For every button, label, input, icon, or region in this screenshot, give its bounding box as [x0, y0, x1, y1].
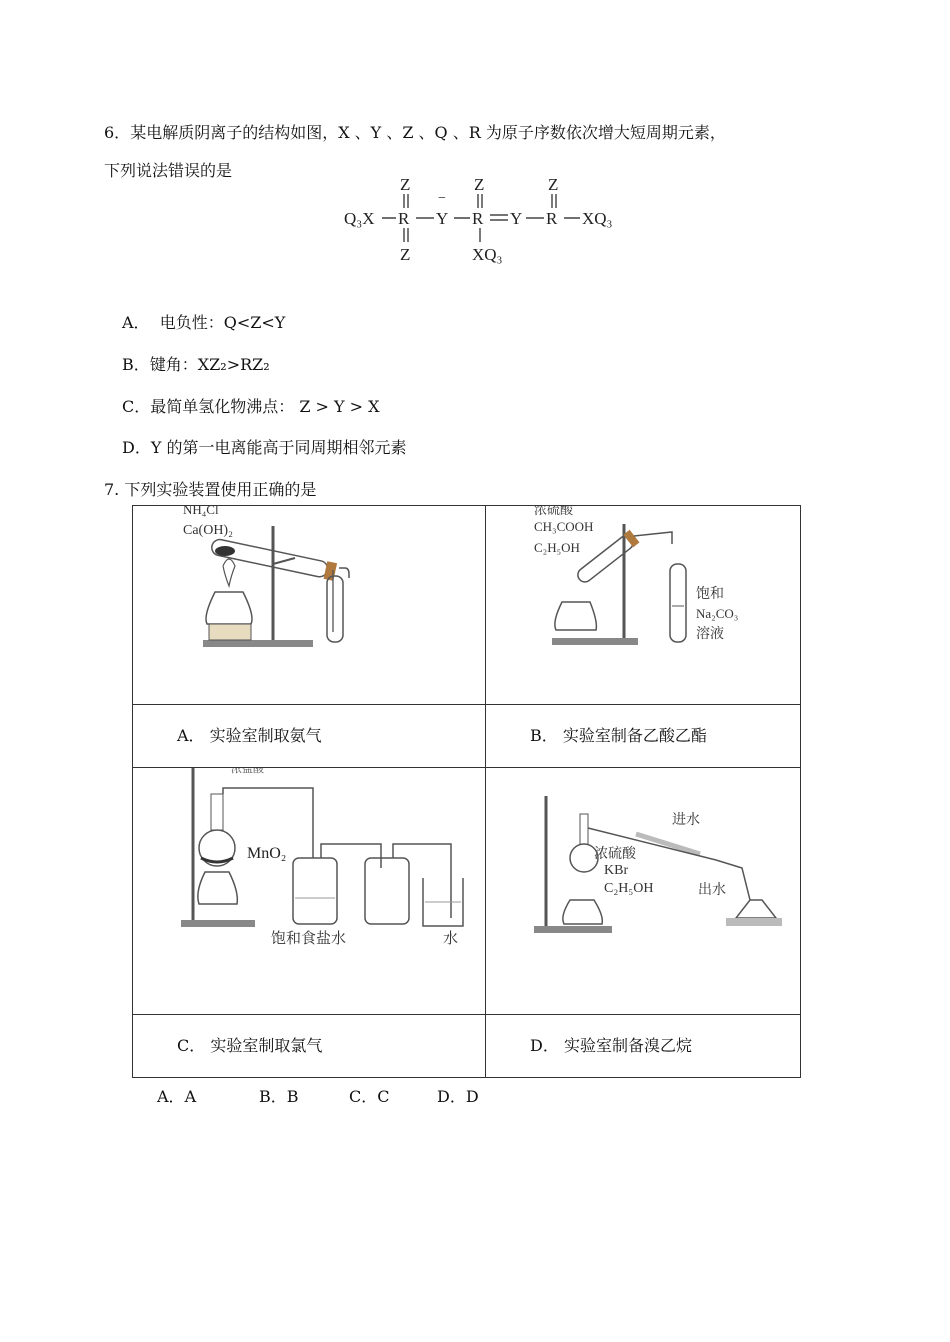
option-text: 最简单氢化物沸点： Z > Y > X — [150, 397, 380, 416]
option-text: 键角：XZ₂>RZ₂ — [149, 355, 270, 374]
cell-b-figure — [486, 506, 801, 705]
option-label: D． — [122, 438, 151, 457]
label-water-in: 进水 — [672, 813, 700, 828]
option-label: B． — [122, 355, 150, 374]
caption-label: B． — [530, 726, 558, 745]
caption-text: 实验室制取氯气 — [210, 1036, 323, 1055]
caption-text: 实验室制备乙酸乙酯 — [562, 726, 707, 745]
option-text: 电负性：Q<Z<Y — [159, 313, 286, 332]
q6-option-a[interactable] — [122, 310, 285, 333]
q7-answer-b[interactable] — [259, 1084, 299, 1107]
q7-answer-d[interactable] — [437, 1084, 479, 1107]
answer-text: B — [286, 1087, 299, 1106]
cell-c-caption — [133, 1015, 486, 1078]
r-atom-3: R — [546, 209, 558, 228]
y-atom-2: Y — [510, 209, 523, 228]
apparatus-d-bromoethane — [486, 768, 800, 1010]
label-conc-hcl: 浓盐酸 — [231, 768, 264, 775]
q6-stem-line2: 下列说法错误的是 — [104, 161, 233, 180]
anion-structure-diagram — [330, 170, 640, 270]
cell-d-figure — [486, 768, 801, 1015]
q7-number: 7. — [104, 480, 120, 499]
label-d-conc-h2so4: 浓硫酸 — [594, 847, 636, 862]
caption-label: A． — [177, 726, 205, 745]
q7-answer-a[interactable] — [157, 1084, 196, 1107]
label-na2co3: Na₂CO₃ — [696, 606, 739, 621]
r-atom-1: R — [398, 209, 410, 228]
bottom-group: XQ₃ — [472, 245, 503, 264]
answer-text: A — [184, 1087, 197, 1106]
option-label: A． — [122, 313, 150, 332]
r-atom-2: R — [472, 209, 484, 228]
q7-stem — [104, 477, 316, 500]
label-conc-h2so4: 浓硫酸 — [534, 506, 574, 517]
apparatus-table — [132, 505, 801, 1078]
label-sat-brine: 饱和食盐水 — [271, 931, 347, 947]
y-atom-1: Y — [436, 209, 449, 228]
label-water: 水 — [443, 931, 459, 947]
q6-option-c[interactable] — [122, 394, 380, 417]
right-group: XQ₃ — [582, 209, 613, 228]
label-water-out: 出水 — [698, 883, 726, 898]
label-mno2: MnO₂ — [247, 845, 287, 862]
label-nh4cl: NH₄Cl — [183, 506, 219, 517]
label-saturated: 饱和 — [696, 587, 724, 602]
label-kbr: KBr — [604, 863, 629, 878]
option-label: C． — [122, 397, 151, 416]
minus-charge: − — [438, 191, 446, 206]
z-atom-2-top: Z — [474, 175, 485, 194]
answer-text: D — [465, 1087, 479, 1106]
answer-label: A． — [157, 1087, 185, 1106]
z-atom-1-top: Z — [400, 175, 411, 194]
cell-d-caption — [486, 1015, 801, 1078]
q6-stem-text: 某电解质阴离子的结构如图，X 、Y 、Z 、Q 、R 为原子序数依次增大短周期元素， — [130, 123, 726, 142]
left-group: Q₃X — [344, 209, 375, 228]
label-solution: 溶液 — [696, 627, 724, 642]
q6-stem-line1 — [104, 120, 726, 143]
apparatus-a-ammonia — [133, 506, 485, 700]
label-c2h5oh: C₂H₅OH — [534, 540, 580, 555]
answer-text: C — [377, 1087, 390, 1106]
label-d-c2h5oh: C₂H₅OH — [604, 881, 654, 896]
answer-label: C． — [349, 1087, 378, 1106]
apparatus-b-ethyl-acetate — [486, 506, 800, 700]
label-caoh2: Ca(OH)₂ — [183, 523, 233, 538]
cell-a-caption — [133, 705, 486, 768]
z-atom-1-bottom: Z — [400, 245, 411, 264]
caption-text: 实验室制取氨气 — [209, 726, 322, 745]
cell-b-caption — [486, 705, 801, 768]
option-text: Y 的第一电离能高于同周期相邻元素 — [150, 438, 407, 457]
cell-a-figure — [133, 506, 486, 705]
label-ch3cooh: CH₃COOH — [534, 519, 594, 534]
answer-label: B． — [259, 1087, 287, 1106]
caption-text: 实验室制备溴乙烷 — [563, 1036, 692, 1055]
q7-answer-c[interactable] — [349, 1084, 390, 1107]
q7-stem-text: 下列实验装置使用正确的是 — [124, 480, 317, 499]
q6-option-d[interactable] — [122, 435, 407, 458]
cell-c-figure — [133, 768, 486, 1015]
caption-label: D． — [530, 1036, 559, 1055]
q6-number: 6． — [104, 123, 131, 142]
q6-option-b[interactable] — [122, 352, 270, 375]
caption-label: C． — [177, 1036, 206, 1055]
answer-label: D． — [437, 1087, 466, 1106]
apparatus-c-chlorine — [133, 768, 485, 1010]
z-atom-3-top: Z — [548, 175, 559, 194]
